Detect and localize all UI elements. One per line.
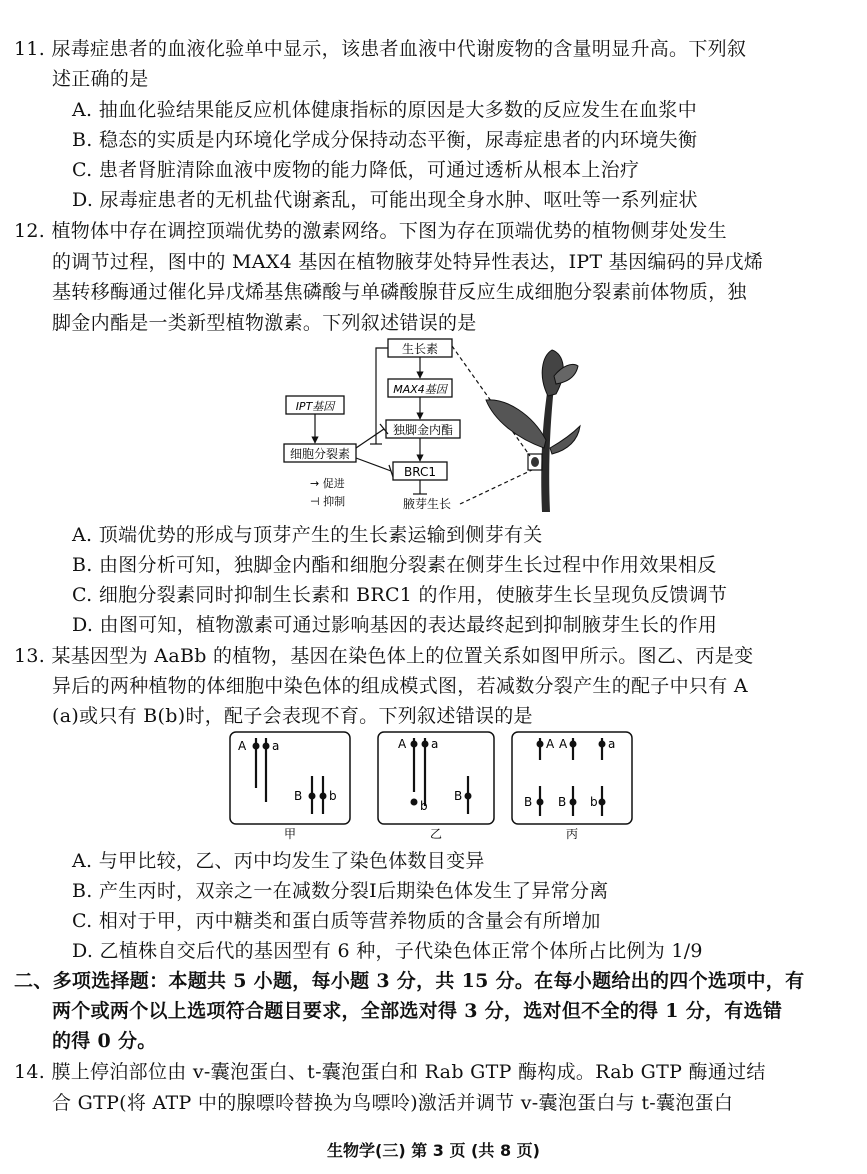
q11-option-b: B. 稳态的实质是内环境化学成分保持动态平衡，尿毒症患者的内环境失衡 xyxy=(72,129,698,151)
q11-option-c: C. 患者肾脏清除血液中废物的能力降低，可通过透析从根本上治疗 xyxy=(72,159,640,181)
q13-option-a: A. 与甲比较，乙、丙中均发生了染色体数目变异 xyxy=(72,850,485,872)
label-bud-growth: 腋芽生长 xyxy=(402,497,452,511)
gene-label: B xyxy=(454,789,463,803)
page-footer: 生物学(三) 第 3 页 (共 8 页) xyxy=(327,1141,540,1160)
q12-stem-line3: 基转移酶通过催化异戊烯基焦磷酸与单磷酸腺苷反应生成细胞分裂素前体物质，独 xyxy=(52,281,747,303)
q11-option-d: D. 尿毒症患者的无机盐代谢紊乱，可能出现全身水肿、呕吐等一系列症状 xyxy=(72,189,698,211)
q13-option-d: D. 乙植株自交后代的基因型有 6 种，子代染色体正常个体所占比例为 1/9 xyxy=(72,940,703,962)
box-ipt-gene: IPT基因 xyxy=(295,400,335,413)
gene-label: B xyxy=(524,795,533,809)
gene-label: A xyxy=(559,737,568,751)
caption-yi: 乙 xyxy=(429,827,443,841)
box-cytokinin: 细胞分裂素 xyxy=(289,447,351,461)
q12-stem-line1: 12. 植物体中存在调控顶端优势的激素网络。下图为存在顶端优势的植物侧芽处发生 xyxy=(14,220,727,242)
section2-header-line2: 两个或两个以上选项符合题目要求，全部选对得 3 分，选对但不全的得 1 分，有选错 xyxy=(52,1000,783,1022)
box-auxin: 生长素 xyxy=(401,342,439,356)
gene-label: B xyxy=(294,789,303,803)
gene-label: A xyxy=(398,737,407,751)
q12-hormone-network-figure xyxy=(280,336,590,514)
q13-option-b: B. 产生丙时，双亲之一在减数分裂Ⅰ后期染色体发生了异常分离 xyxy=(72,880,609,902)
q13-stem-line2: 异后的两种植物的体细胞中染色体的组成模式图，若减数分裂产生的配子中只有 A xyxy=(52,675,748,697)
q12-option-b: B. 由图分析可知，独脚金内酯和细胞分裂素在侧芽生长过程中作用效果相反 xyxy=(72,554,717,576)
q11-option-a: A. 抽血化验结果能反应机体健康指标的原因是大多数的反应发生在血浆中 xyxy=(72,99,698,121)
q12-stem-line4: 脚金内酯是一类新型植物激素。下列叙述错误的是 xyxy=(52,312,477,334)
gene-label: b xyxy=(590,795,598,809)
q13-chromosome-figure xyxy=(228,730,638,842)
q14-stem-line2: 合 GTP(将 ATP 中的腺嘌呤替换为鸟嘌呤)激活并调节 v-囊泡蛋白与 t-囊泡蛋白 xyxy=(52,1092,734,1114)
q12-option-c: C. 细胞分裂素同时抑制生长素和 BRC1 的作用，使腋芽生长呈现负反馈调节 xyxy=(72,584,728,606)
q11-stem-line1: 11. 尿毒症患者的血液化验单中显示，该患者血液中代谢废物的含量明显升高。下列叙 xyxy=(14,38,747,60)
box-brc1: BRC1 xyxy=(404,465,436,479)
q11-stem-line2: 述正确的是 xyxy=(52,68,149,90)
plant-illustration xyxy=(486,350,580,512)
q14-stem-line1: 14. 膜上停泊部位由 v-囊泡蛋白、t-囊泡蛋白和 Rab GTP 酶构成。Rab GTP 酶通过结 xyxy=(14,1061,766,1083)
q13-stem-line1: 13. 某基因型为 AaBb 的植物，基因在染色体上的位置关系如图甲所示。图乙、丙是变 xyxy=(14,645,754,667)
q12-stem-line2: 的调节过程，图中的 MAX4 基因在植物腋芽处特异性表达，IPT 基因编码的异戊烯 xyxy=(52,251,764,273)
q13-option-c: C. 相对于甲，丙中糖类和蛋白质等营养物质的含量会有所增加 xyxy=(72,910,601,932)
caption-bing: 丙 xyxy=(565,827,579,841)
q12-option-a: A. 顶端优势的形成与顶芽产生的生长素运输到侧芽有关 xyxy=(72,524,543,546)
gene-label: b xyxy=(420,799,428,813)
gene-label: A xyxy=(546,737,555,751)
gene-label: a xyxy=(608,737,616,751)
gene-label: A xyxy=(238,739,247,753)
gene-label: a xyxy=(431,737,439,751)
gene-label: b xyxy=(329,789,337,803)
gene-label: B xyxy=(558,795,567,809)
box-strigolactone: 独脚金内酯 xyxy=(392,423,454,437)
legend-inhibit: ⊣ 抑制 xyxy=(310,495,346,508)
gene-label: a xyxy=(272,739,280,753)
section2-header-line3: 的得 0 分。 xyxy=(52,1030,157,1052)
caption-jia: 甲 xyxy=(283,827,297,841)
q13-stem-line3: (a)或只有 B(b)时，配子会表现不育。下列叙述错误的是 xyxy=(52,705,533,727)
legend-promote: → 促进 xyxy=(310,477,345,490)
q12-option-d: D. 由图可知，植物激素可通过影响基因的表达最终起到抑制腋芽生长的作用 xyxy=(72,614,718,636)
section2-header-line1: 二、多项选择题：本题共 5 小题，每小题 3 分，共 15 分。在每小题给出的四个选项中，有 xyxy=(14,970,805,992)
box-max4-gene: MAX4基因 xyxy=(393,383,447,396)
